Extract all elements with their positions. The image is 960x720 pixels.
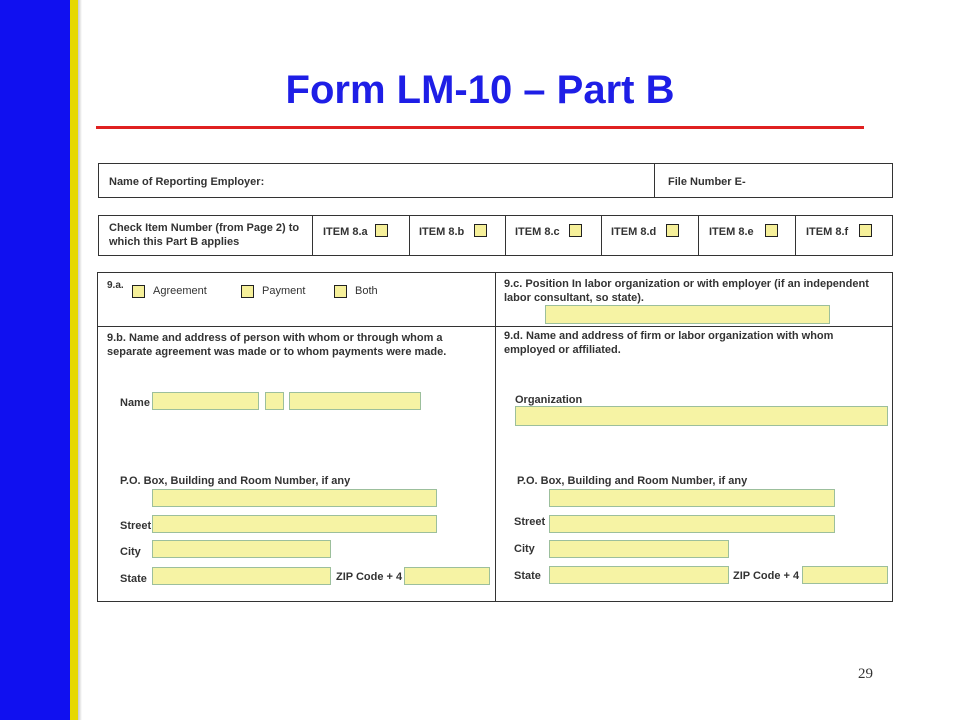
item-8f-checkbox[interactable] (859, 224, 872, 237)
employer-label: Name of Reporting Employer: (109, 176, 265, 188)
item-8e-checkbox[interactable] (765, 224, 778, 237)
state-label: State (514, 570, 541, 582)
item-8c-label: ITEM 8.c (515, 226, 560, 238)
item-divider (698, 216, 699, 255)
employer-row (98, 163, 893, 198)
zip-label: ZIP Code + 4 (336, 571, 403, 583)
pobox-label: P.O. Box, Building and Room Number, if any (517, 475, 748, 487)
section-9b-label: 9.b. Name and address of person with whom or through whom a separate agreement was made or to whom payments were made. (107, 332, 447, 359)
street-field[interactable] (549, 515, 835, 533)
payment-label: Payment (262, 285, 306, 297)
state-field[interactable] (549, 566, 729, 584)
file-number-label: File Number E- (668, 176, 746, 188)
name-label: Name (120, 397, 150, 409)
street-label: Street (120, 520, 152, 532)
section-9a-number: 9.a. (107, 280, 124, 291)
section-9d-label: 9.d. Name and address of firm or labor organization with whom employed or affiliated. (504, 330, 834, 357)
name-middle-field[interactable] (265, 392, 284, 410)
both-label: Both (355, 285, 378, 297)
item-8a-checkbox[interactable] (375, 224, 388, 237)
street-label: Street (514, 516, 546, 528)
city-label: City (514, 543, 535, 555)
employer-divider (654, 164, 655, 197)
city-field[interactable] (152, 540, 331, 558)
street-field[interactable] (152, 515, 437, 533)
section-9c-label: 9.c. Position In labor organization or with employer (if an independent labor consultant, so state). (504, 278, 869, 305)
position-field[interactable] (545, 305, 830, 324)
page-title-text: Form LM-10 – Part B (285, 68, 675, 112)
item-8b-label: ITEM 8.b (419, 226, 465, 238)
city-label: City (120, 546, 141, 558)
payment-checkbox[interactable] (241, 285, 254, 298)
state-field[interactable] (152, 567, 331, 585)
name-first-field[interactable] (152, 392, 259, 410)
page-title (0, 68, 960, 113)
zip-field[interactable] (404, 567, 490, 585)
item-row (98, 215, 893, 256)
item-divider (312, 216, 313, 255)
state-label: State (120, 573, 147, 585)
pobox-field[interactable] (549, 489, 835, 507)
item-8a-label: ITEM 8.a (323, 226, 368, 238)
item-divider (409, 216, 410, 255)
title-underline (96, 126, 864, 129)
agreement-checkbox[interactable] (132, 285, 145, 298)
item-8e-label: ITEM 8.e (709, 226, 754, 238)
row-divider (98, 326, 892, 327)
item-8b-checkbox[interactable] (474, 224, 487, 237)
item-divider (601, 216, 602, 255)
item-8d-label: ITEM 8.d (611, 226, 657, 238)
both-checkbox[interactable] (334, 285, 347, 298)
organization-field[interactable] (515, 406, 888, 426)
organization-label: Organization (515, 394, 583, 406)
item-8d-checkbox[interactable] (666, 224, 679, 237)
zip-label: ZIP Code + 4 (733, 570, 800, 582)
item-divider (505, 216, 506, 255)
item-8f-label: ITEM 8.f (806, 226, 849, 238)
column-divider (495, 273, 496, 601)
check-item-label: Check Item Number (from Page 2) to which this Part B applies (109, 222, 300, 249)
pobox-field[interactable] (152, 489, 437, 507)
main-section (97, 272, 893, 602)
item-8c-checkbox[interactable] (569, 224, 582, 237)
name-last-field[interactable] (289, 392, 421, 410)
city-field[interactable] (549, 540, 729, 558)
agreement-label: Agreement (153, 285, 207, 297)
page-number: 29 (858, 666, 873, 682)
pobox-label: P.O. Box, Building and Room Number, if any (120, 475, 351, 487)
zip-field[interactable] (802, 566, 888, 584)
item-divider (795, 216, 796, 255)
